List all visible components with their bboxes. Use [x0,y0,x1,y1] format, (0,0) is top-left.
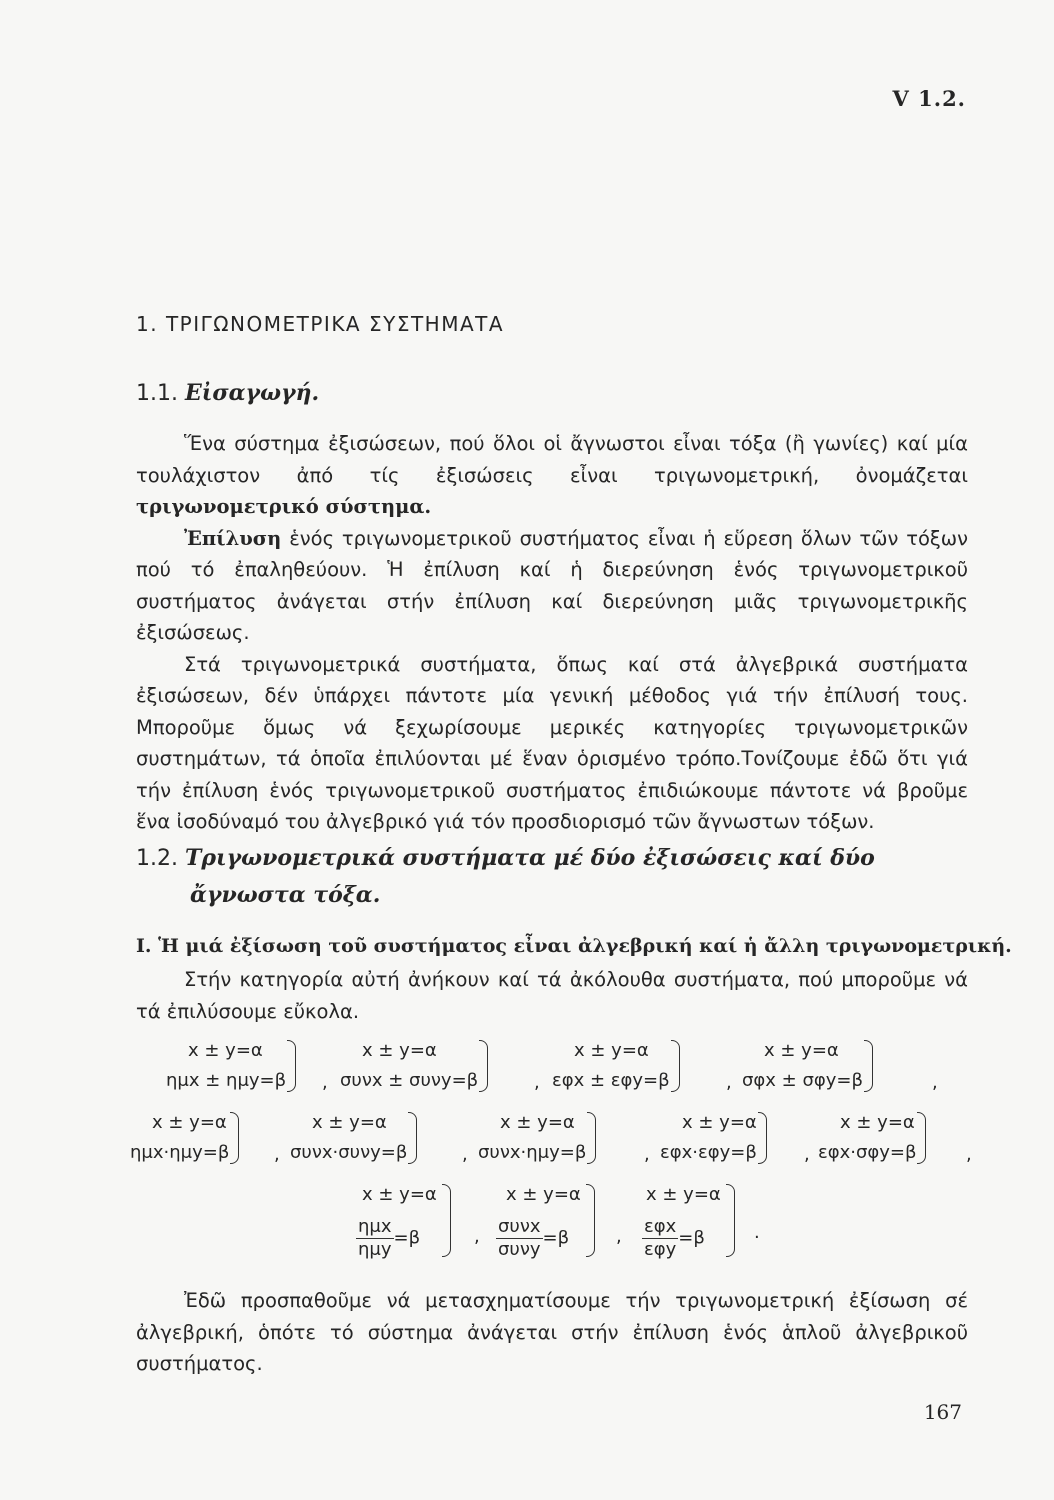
case-text [136,964,968,1027]
intro-text [136,428,968,838]
section-title-line2: ἄγνωστα τόξα. [190,882,381,908]
section-heading-two-equations [136,840,875,914]
intro-paragraph-3: Στά τριγωνομετρικά συστήματα, ὅπως καί στά ἀλγεβρικά συστήματα ἐξισώσεων, δέν ὑπάρχει πάντοτε μία γενική μέθοδος γιά τήν ἐπίλυσή τους. Μποροῦμε ὅμως νά ξεχωρίσουμε μερικές κατηγορίες τριγωνομετρικῶν συστημάτων, τά ὁποῖα ἐπιλύονται μέ ἕναν ὁρισμένο τρόπο.Τονίζουμε ἐδῶ ὅτι γιά τήν ἐπίλυση ἑνός τριγωνομετρικοῦ συστήματος ἐπιδιώκουμε πάντοτε νά βροῦμε ἕνα ἰσοδύναμό του ἀλγεβρικό γιά τόν προσδιορισμό τῶν ἄγνωστων τόξων. [136,652,968,833]
section-title-line1: Τριγωνομετρικά συστήματα μέ δύο ἐξισώσεις καί δύο [184,845,875,871]
system-row2-5: x ± y=α εφx·σφy=β [818,1108,930,1168]
system-row2-1: x ± y=α ημx·ημy=β [130,1108,243,1168]
section-heading-intro [136,380,319,406]
system-row3-2: x ± y=α $\frac{\text{συνx}}{\text{συνy}}$ =β [484,1180,599,1261]
section-title: Εἰσαγωγή. [184,380,320,406]
section-number: 1.1. [136,381,178,406]
system-row2-4: x ± y=α εφx·εφy=β [660,1108,771,1168]
section-number: 1.2. [136,846,178,871]
system-row3-3: x ± y=α $\frac{\text{εφx}}{\text{εφy}}$ =β [624,1180,739,1261]
closing-text [136,1285,968,1380]
system-row1-2: x ± y=α συνx ± συνy=β [340,1036,492,1096]
system-row1-3: x ± y=α εφx ± εφy=β [552,1036,684,1096]
system-row3-1: x ± y=α $\frac{\text{ημx}}{\text{ημy}}$ =β [340,1180,455,1261]
case-paragraph: Στήν κατηγορία αὐτή ἀνήκουν καί τά ἀκόλουθα συστήματα, πού μποροῦμε νά τά ἐπιλύσουμε εὔκολα. [136,968,968,1023]
intro-p1-text: Ἕνα σύστημα ἐξισώσεων, πού ὅλοι οἱ ἄγνωστοι εἶναι τόξα (ἢ γωνίες) καί μία τουλάχιστον ἀπό τίς ἐξισώσεις εἶναι τριγωνομετρική, ὀνομάζεται [136,432,968,487]
system-row2-3: x ± y=α συνx·ημy=β [478,1108,600,1168]
term-solution: Ἐπίλυση [184,526,282,550]
term-trig-system: τριγωνομετρικό σύστημα. [136,495,432,518]
intro-paragraph-1 [136,428,968,523]
page-number: 167 [923,1400,962,1424]
closing-paragraph: Ἐδῶ προσπαθοῦμε νά μετασχηματίσουμε τήν τριγωνομετρική ἐξίσωση σέ ἀλγεβρική, ὁπότε τό σύστημα ἀνάγεται στήν ἐπίλυση ἑνός ἁπλοῦ ἀλγεβρικοῦ συστήματος. [136,1289,968,1375]
intro-p2-text: ἑνός τριγωνομετρικοῦ συστήματος εἶναι ἡ εὕρεση ὅλων τῶν τόξων πού τό ἐπαληθεύουν. Ἡ ἐπίλυση καί ἡ διερεύνηση ἑνός τριγωνομετρικοῦ συστήματος ἀνάγεται στήν ἐπίλυση καί διερεύνηση μιᾶς τριγωνομετρικῆς ἐξισώσεως. [136,526,968,644]
intro-paragraph-2 [136,523,968,649]
system-row1-1: x ± y=α ημx ± ημy=β [166,1036,300,1096]
chapter-title: 1. ΤΡΙΓΩΝΟΜΕΤΡΙΚΑ ΣΥΣΤΗΜΑΤΑ [136,312,505,336]
system-row2-2: x ± y=α συνx·συνy=β [290,1108,421,1168]
page-header-ref: V 1.2. [892,86,966,111]
case-heading: Ι. Ἡ μιά ἐξίσωση τοῦ συστήματος εἶναι ἀλγεβρική καί ἡ ἄλλη τριγωνομετρική. [136,935,1012,957]
system-row1-4: x ± y=α σφx ± σφy=β [742,1036,877,1096]
